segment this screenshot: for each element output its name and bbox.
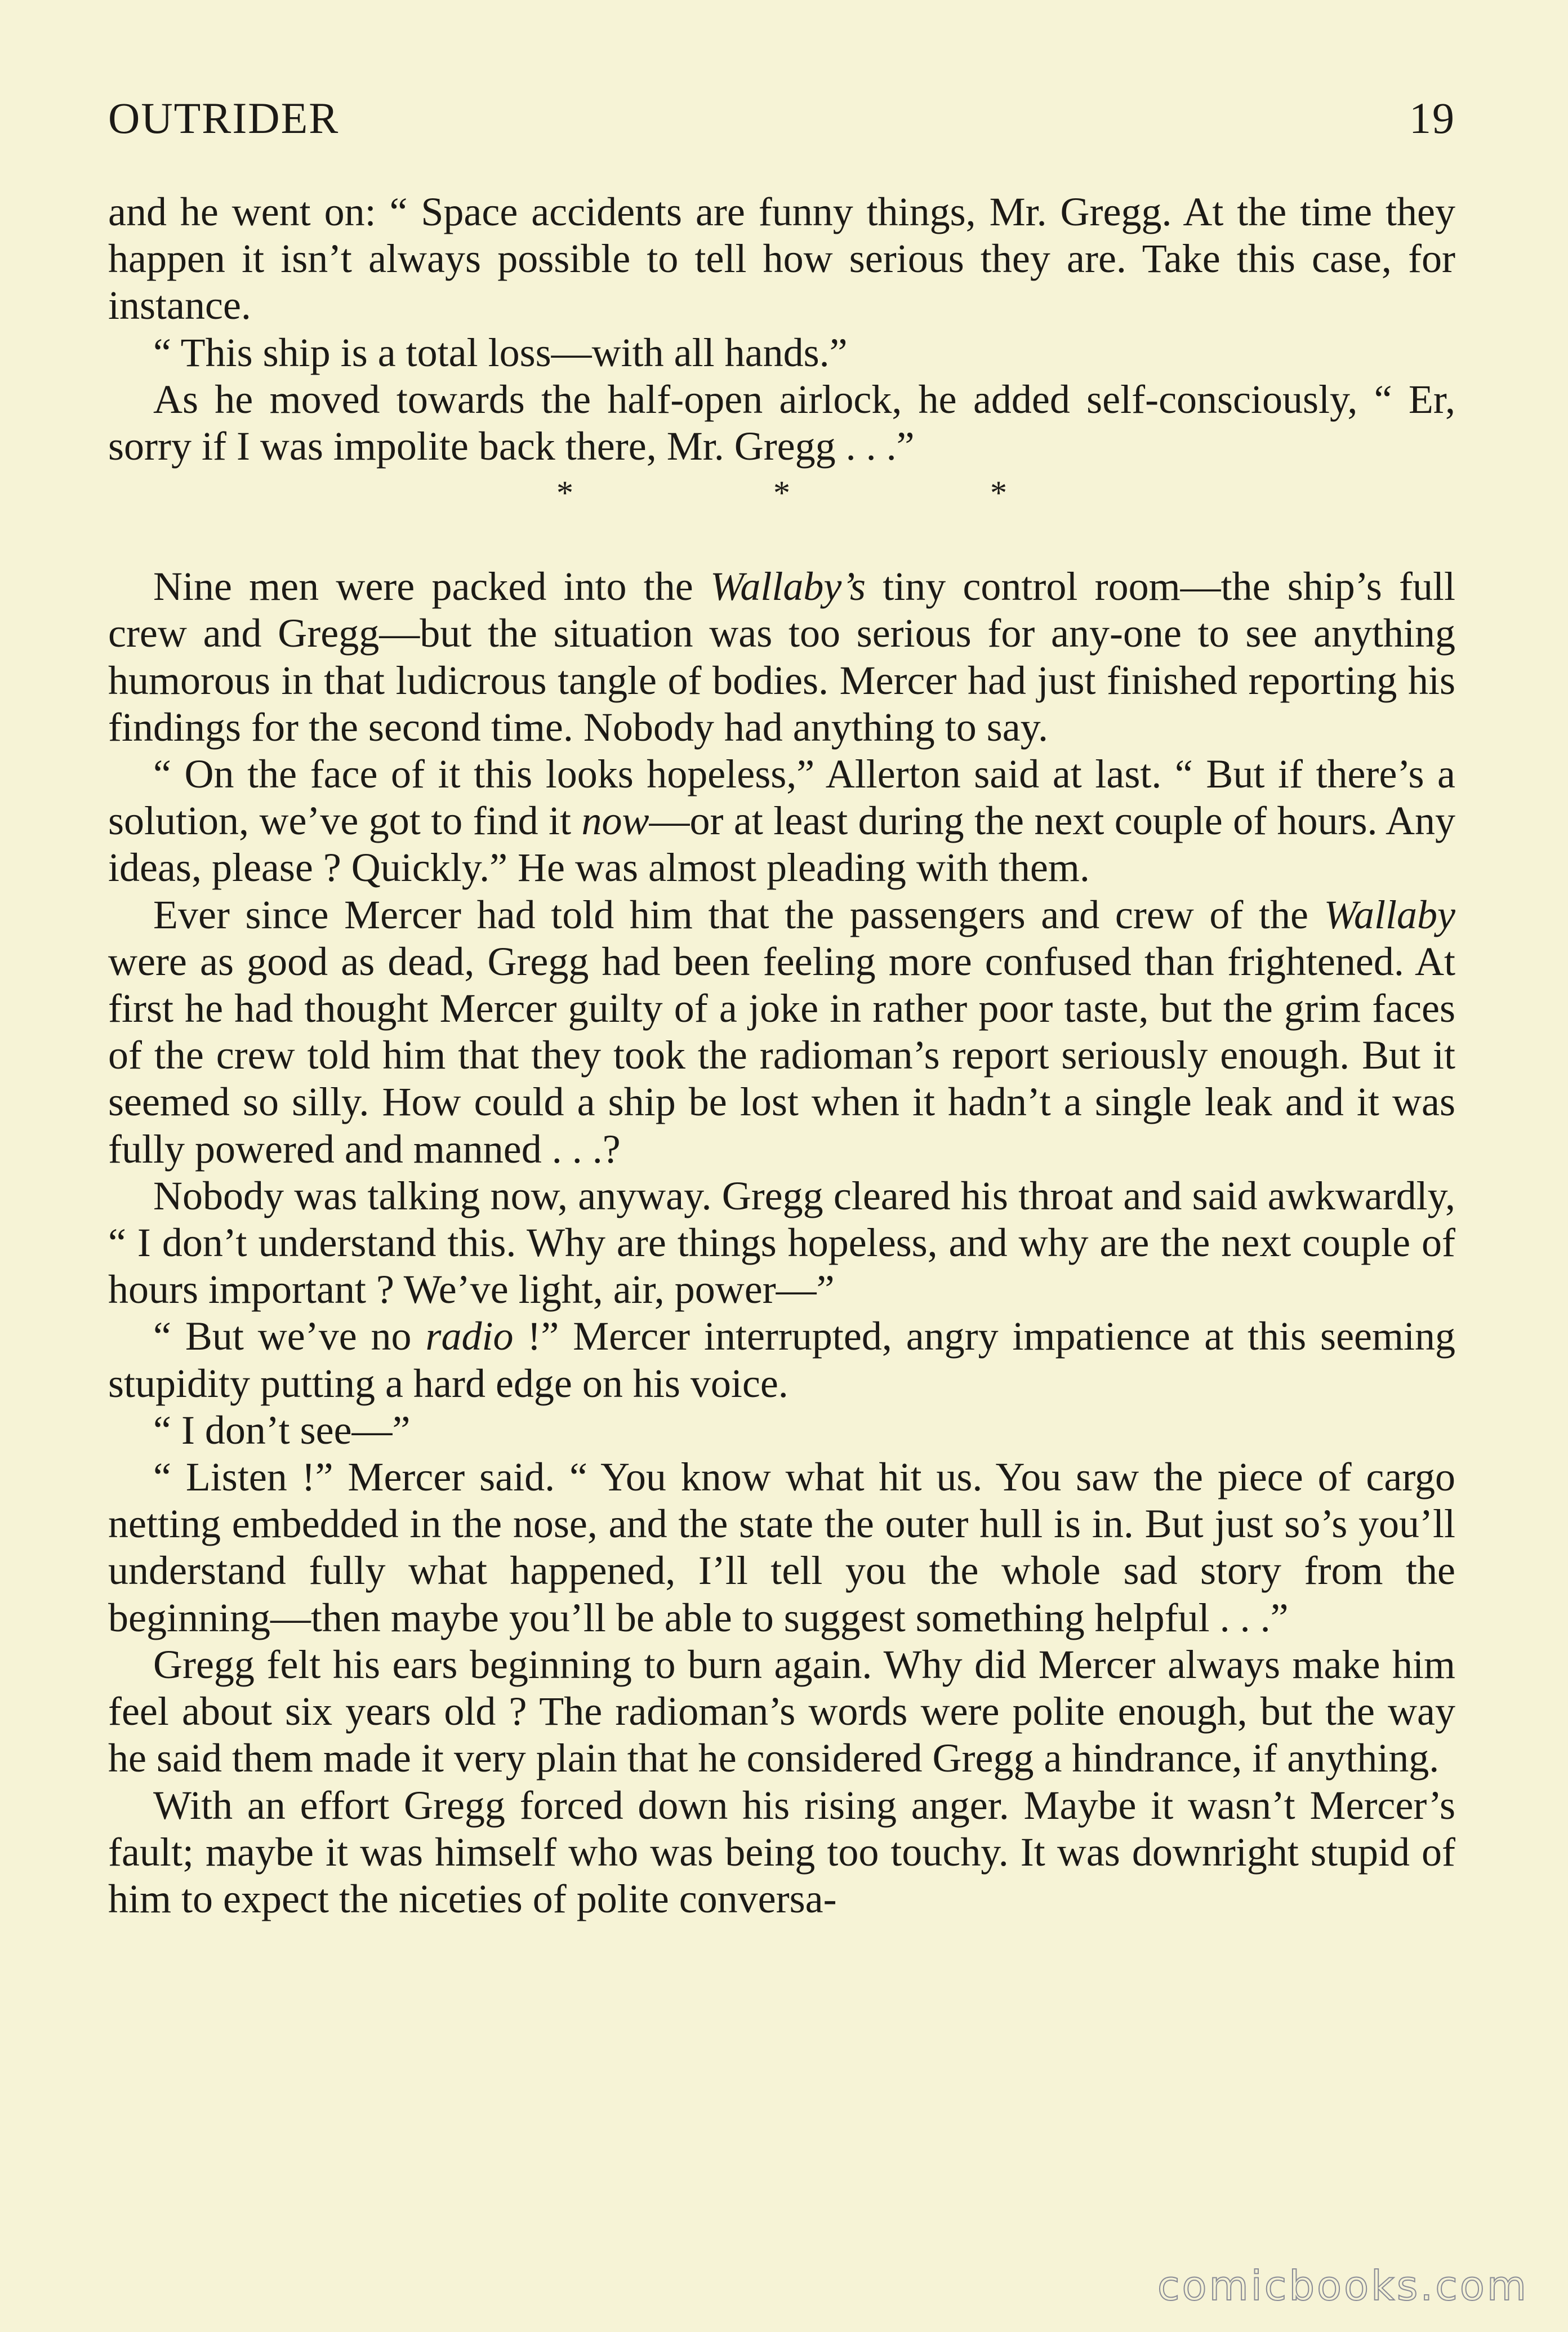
paragraph: Gregg felt his ears beginning to burn again. Why did Mercer always make him feel about six years old ? The radioman’s words were polite enough, but the way he said them made it very plain that he considered Gregg a hindrance, if anything. (108, 1641, 1455, 1781)
paragraph: “ This ship is a total loss—with all hands.” (153, 330, 848, 375)
body-text (108, 189, 1455, 1922)
paragraph: As he moved towards the half-open airlock, he added self-consciously, “ Er, sorry if I was impolite back there, Mr. Gregg . . .” (108, 376, 1455, 469)
page-number: 19 (1409, 94, 1455, 143)
italic-text: now (581, 798, 649, 844)
paragraph (108, 563, 1455, 751)
paragraph: Nobody was talking now, anyway. Gregg cleared his throat and said awkwardly, “ I don’t understand this. Why are things hopeless, and why are the next couple of hours important ? We’ve light, air, power—” (108, 1173, 1455, 1312)
italic-text: Wallaby (1324, 892, 1455, 937)
running-title: OUTRIDER (108, 94, 340, 143)
watermark: comicbooks.com (1157, 2262, 1529, 2309)
paragraph: “ Listen !” Mercer said. “ You know what hit us. You saw the piece of cargo netting embedded in the nose, and the state the outer hull is in. But just so’s you’ll understand fully what happened, I’ll tell you the whole sad story from the beginning—then maybe you’ll be able to suggest something helpful . . .” (108, 1454, 1455, 1640)
text-run: “ But we’ve no (153, 1314, 426, 1359)
text-run: were as good as dead, Gregg had been feeling more confused than frightened. At first he had thought Mercer guilty of a joke in rather poor taste, but the grim faces of the crew told him that they took the radioman’s report seriously enough. But it seemed so silly. How could a ship be lost when it hadn’t a single leak and it was fully powered and manned . . .? (108, 938, 1455, 1172)
text-run: “ On the face of it this looks hopeless,” Allerton said at last. “ But if there’s a solution, we’ve got to find it (108, 751, 1455, 844)
paragraph (108, 892, 1455, 1173)
section-break: * * * (556, 474, 1103, 512)
italic-text: Wallaby’s (710, 564, 866, 609)
text-run: Nine men were packed into the (153, 564, 710, 609)
text-run: !” Mercer interrupted, angry impatience at this seeming stupidity putting a hard edge on his voice. (108, 1314, 1455, 1406)
paragraph (108, 1313, 1455, 1407)
paragraph: and he went on: “ Space accidents are funny things, Mr. Gregg. At the time they happen it isn’t always possible to tell how serious they are. Take this case, for instance. (108, 189, 1455, 328)
italic-text: radio (425, 1314, 514, 1359)
text-run: —or at least during the next couple of hours. Any ideas, please ? Quickly.” He was almost pleading with them. (108, 798, 1455, 891)
page-header (108, 93, 1455, 144)
paragraph: “ I don’t see—” (153, 1407, 411, 1453)
paragraph: With an effort Gregg forced down his rising anger. Maybe it wasn’t Mercer’s fault; maybe it was himself who was being too touchy. It was downright stupid of him to expect the niceties of polite conversa- (108, 1782, 1455, 1921)
text-run: tiny control room—the ship’s full crew and Gregg—but the situation was too serious for any-one to see anything humorous in that ludicrous tangle of bodies. Mercer had just finished reporting his findings for the second time. Nobody had anything to say. (108, 564, 1456, 750)
text-run: Ever since Mercer had told him that the passengers and crew of the (153, 892, 1324, 937)
paragraph (108, 751, 1455, 892)
